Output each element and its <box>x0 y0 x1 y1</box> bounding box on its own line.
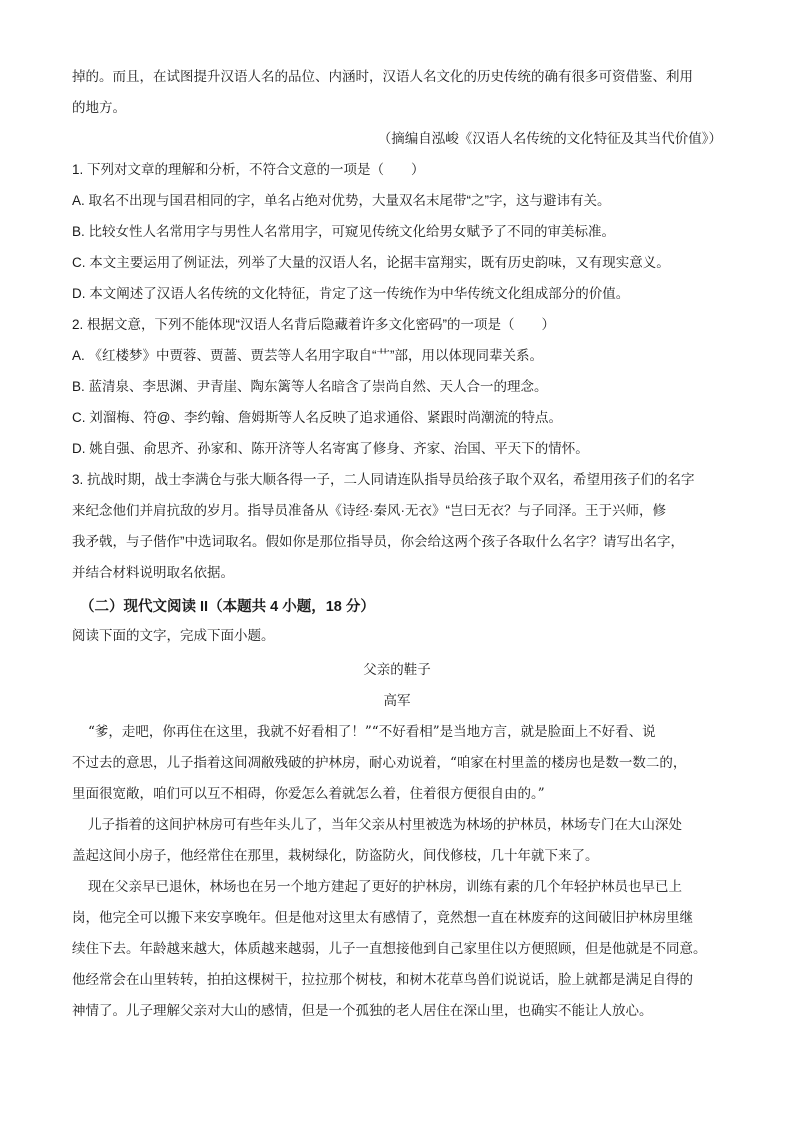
story-line: 神情了。儿子理解父亲对大山的感情，但是一个孤独的老人居住在深山里，也确实不能让人放心。 <box>72 1003 653 1019</box>
question-2-option-d: D. 姚自强、俞思齐、孙家和、陈开济等人名寄寓了修身、齐家、治国、平天下的情怀。 <box>72 441 589 456</box>
section-instruction: 阅读下面的文字，完成下面小题。 <box>72 628 275 643</box>
story-line: “爹，走吧，你再住在这里，我就不好看相了！”“不好看相”是当地方言，就是脸面上不好看、说 <box>88 724 656 740</box>
question-3-line: 3. 抗战时期，战士李满仓与张大顺各得一子，二人同请连队指导员给孩子取个双名，希望用孩子们的名字 <box>72 472 695 487</box>
story-line: 盖起这间小房子，他经常住在那里，栽树绿化，防盗防火，间伐修枝，几十年就下来了。 <box>72 848 599 864</box>
story-line: 现在父亲早已退休，林场也在另一个地方建起了更好的护林房，训练有素的几个年轻护林员也早已上 <box>88 879 682 895</box>
story-line: 儿子指着的这间护林房可有些年头儿了，当年父亲从村里被选为林场的护林员，林场专门在大山深处 <box>88 817 682 833</box>
passage-line: 掉的。而且，在试图提升汉语人名的品位、内涵时，汉语人名文化的历史传统的确有很多可资借鉴、利用 <box>72 69 693 85</box>
story-line: 续住下去。年龄越来越大，体质越来越弱，儿子一直想接他到自己家里住以方便照顾，但是他就是不同意。 <box>72 941 707 957</box>
passage-line: 的地方。 <box>72 100 126 116</box>
question-2-stem: 2. 根据文意，下列不能体现“汉语人名背后隐藏着许多文化密码”的一项是（ ） <box>72 317 555 332</box>
question-2-option-b: B. 蓝清泉、李思渊、尹青崖、陶东篱等人名暗含了崇尚自然、天人合一的理念。 <box>72 379 548 394</box>
story-line: 他经常会在山里转转，拍拍这棵树干，拉拉那个树枝，和树木花草鸟兽们说说话，脸上就都是满足自得的 <box>72 972 693 988</box>
question-3-line: 并结合材料说明取名依据。 <box>72 565 234 580</box>
question-2-option-c: C. 刘溜梅、符@、李约翰、詹姆斯等人名反映了追求通俗、紧跟时尚潮流的特点。 <box>72 410 562 425</box>
question-1-option-a: A. 取名不出现与国君相同的字，单名占绝对优势，大量双名末尾带“之”字，这与避讳有关。 <box>72 193 611 208</box>
story-author: 高军 <box>383 693 411 709</box>
question-1-option-d: D. 本文阐述了汉语人名传统的文化特征，肯定了这一传统作为中华传统文化组成部分的价值。 <box>72 286 630 301</box>
story-title: 父亲的鞋子 <box>363 662 431 678</box>
story-line: 里面很宽敞，咱们可以互不相碍，你爱怎么着就怎么着，住着很方便很自由的。” <box>72 786 545 802</box>
question-2-option-a: A. 《红楼梦》中贾蓉、贾蔷、贾芸等人名用字取自“艹”部，用以体现同辈关系。 <box>72 348 543 363</box>
story-line: 不过去的意思，儿子指着这间凋敝残破的护林房，耐心劝说着，“咱家在村里盖的楼房也是数一数二的， <box>72 755 687 771</box>
source-citation: （摘编自泓峻《汉语人名传统的文化特征及其当代价值》） <box>377 131 722 147</box>
question-1-option-c: C. 本文主要运用了例证法，列举了大量的汉语人名，论据丰富翔实，既有历史韵味，又有现实意义。 <box>72 255 670 270</box>
story-line: 岗，他完全可以搬下来安享晚年。但是他对这里太有感情了，竟然想一直在林废弃的这间破旧护林房里继 <box>72 910 693 926</box>
question-3-line: 我矛戟，与子偕作”中选词取名。假如你是那位指导员，你会给这两个孩子各取什么名字？请写出名字， <box>72 534 684 549</box>
question-1-option-b: B. 比较女性人名常用字与男性人名常用字，可窥见传统文化给男女赋予了不同的审美标准。 <box>72 224 616 239</box>
question-1-stem: 1. 下列对文章的理解和分析，不符合文意的一项是（ ） <box>72 162 425 177</box>
section-heading: （二）现代文阅读 II（本题共 4 小题，18 分） <box>80 599 375 615</box>
question-3-line: 来纪念他们并肩抗敌的岁月。指导员准备从《诗经·秦风·无衣》“岂曰无衣？与子同泽。王于兴师，修 <box>72 503 666 518</box>
